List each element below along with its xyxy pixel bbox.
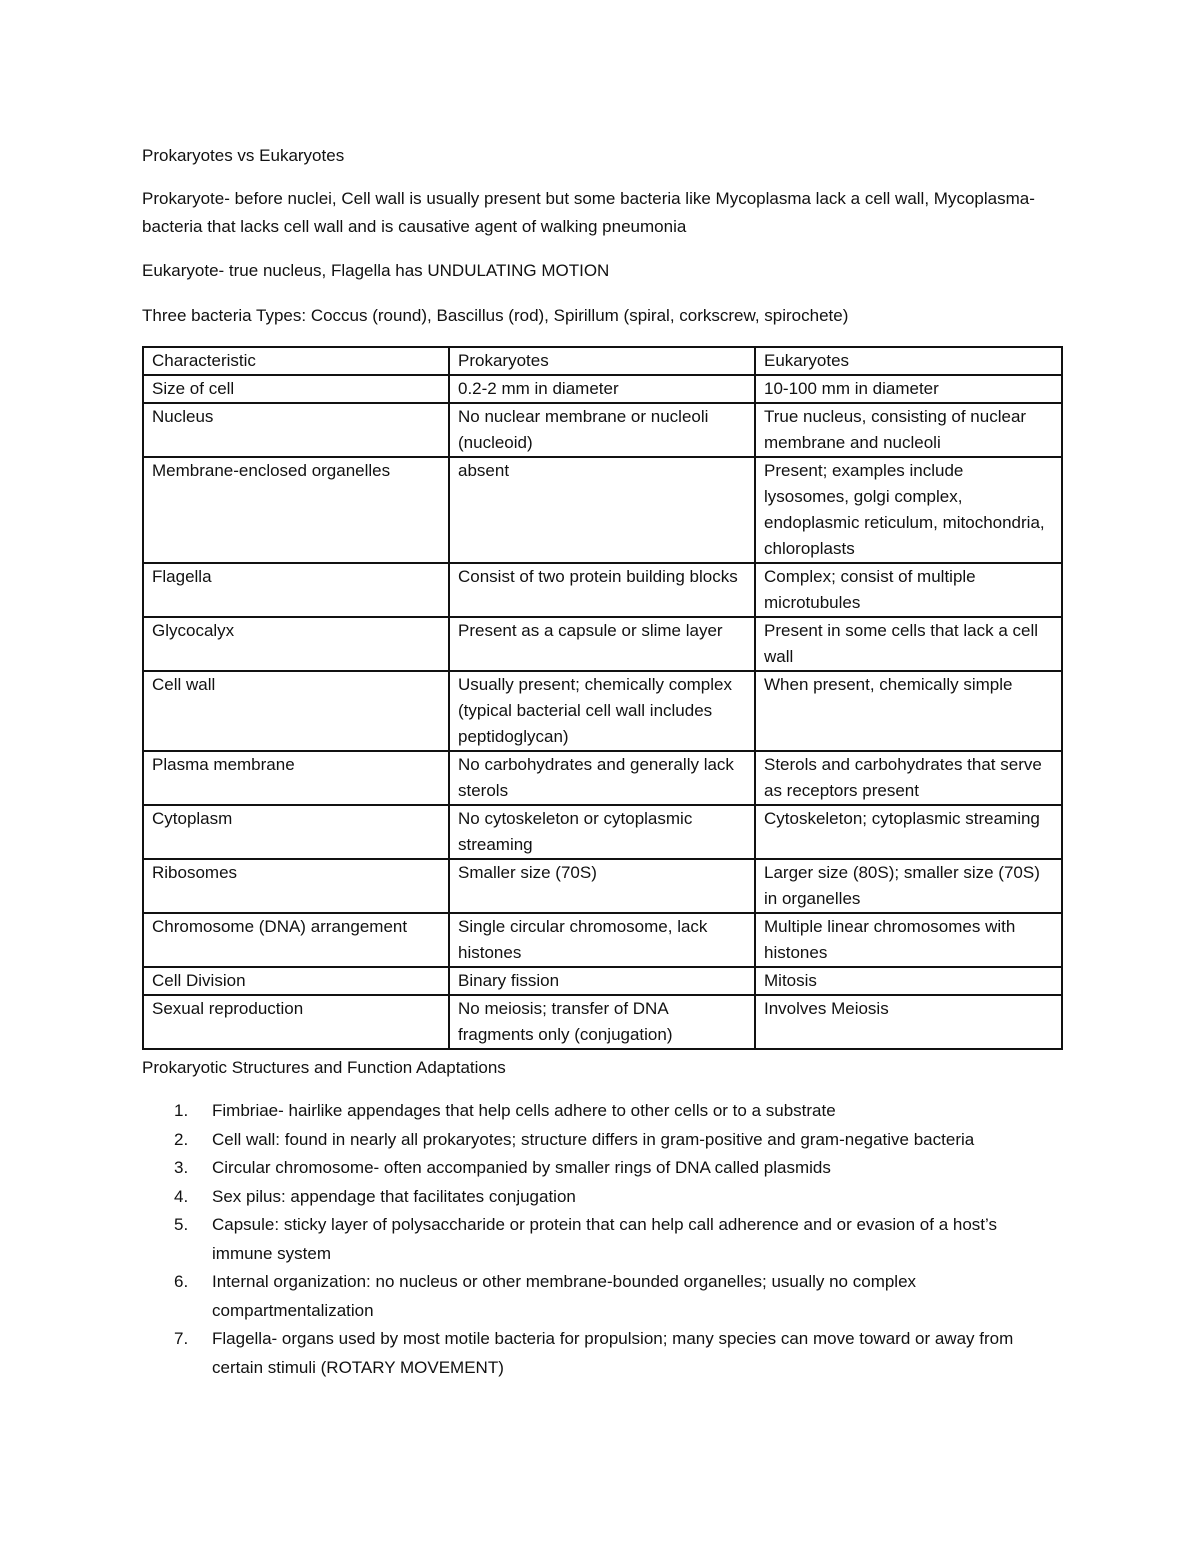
header-eukaryotes: Eukaryotes <box>755 347 1062 375</box>
header-prokaryotes: Prokaryotes <box>449 347 755 375</box>
table-row <box>143 995 1062 1049</box>
cell-characteristic: Cell Division <box>143 967 449 995</box>
cell-eukaryotes: Complex; consist of multiple microtubules <box>755 563 1062 617</box>
cell-prokaryotes: No cytoskeleton or cytoplasmic streaming <box>449 805 755 859</box>
list-item-number: 1. <box>174 1101 189 1120</box>
table-row <box>143 967 1062 995</box>
list-item-number: 4. <box>174 1186 189 1206</box>
table-body <box>143 375 1062 1049</box>
cell-characteristic: Chromosome (DNA) arrangement <box>143 913 449 967</box>
list-item-number: 7. <box>174 1329 189 1348</box>
cell-characteristic: Nucleus <box>143 403 449 457</box>
list-item-number: 3. <box>174 1158 189 1177</box>
eukaryote-paragraph: Eukaryote- true nucleus, Flagella has UNDULATING MOTION <box>142 261 610 280</box>
table-row <box>143 457 1062 563</box>
list-item-text: Flagella- organs used by most motile bacteria for propulsion; many species can move toward or away from certain stimuli (ROTARY MOVEMENT) <box>212 1329 1014 1377</box>
cell-prokaryotes: Smaller size (70S) <box>449 859 755 913</box>
cell-prokaryotes: 0.2-2 mm in diameter <box>449 375 755 403</box>
cell-eukaryotes: Sterols and carbohydrates that serve as receptors present <box>755 751 1062 805</box>
list-item-text: Cell wall: found in nearly all prokaryotes; structure differs in gram-positive and gram-negative bacteria <box>212 1129 975 1149</box>
cell-prokaryotes: Present as a capsule or slime layer <box>449 617 755 671</box>
cell-characteristic: Cell wall <box>143 671 449 751</box>
table-header-row <box>143 347 1062 375</box>
list-item <box>142 1154 1062 1183</box>
cell-characteristic: Flagella <box>143 563 449 617</box>
document-title: Prokaryotes vs Eukaryotes <box>142 146 345 165</box>
table-row <box>143 805 1062 859</box>
cell-characteristic: Membrane-enclosed organelles <box>143 457 449 563</box>
table-row <box>143 913 1062 967</box>
cell-eukaryotes: Present in some cells that lack a cell wall <box>755 617 1062 671</box>
list-item-text: Fimbriae- hairlike appendages that help cells adhere to other cells or to a substrate <box>212 1101 836 1120</box>
list-item <box>142 1325 1062 1382</box>
cell-prokaryotes: Binary fission <box>449 967 755 995</box>
cell-eukaryotes: True nucleus, consisting of nuclear membrane and nucleoli <box>755 403 1062 457</box>
cell-prokaryotes: No meiosis; transfer of DNA fragments only (conjugation) <box>449 995 755 1049</box>
cell-characteristic: Glycocalyx <box>143 617 449 671</box>
list-item-text: Internal organization: no nucleus or other membrane-bounded organelles; usually no complex compartmentalization <box>212 1272 917 1320</box>
list-item <box>142 1268 1062 1325</box>
cell-characteristic: Plasma membrane <box>143 751 449 805</box>
cell-prokaryotes: Consist of two protein building blocks <box>449 563 755 617</box>
table-header <box>143 347 1062 375</box>
cell-prokaryotes: Usually present; chemically complex (typical bacterial cell wall includes peptidoglycan) <box>449 671 755 751</box>
table-row <box>143 859 1062 913</box>
list-item-number: 6. <box>174 1272 189 1291</box>
cell-eukaryotes: Present; examples include lysosomes, golgi complex, endoplasmic reticulum, mitochondria, chloroplasts <box>755 457 1062 563</box>
cell-eukaryotes: Multiple linear chromosomes with histones <box>755 913 1062 967</box>
table-row <box>143 617 1062 671</box>
table-row <box>143 403 1062 457</box>
structures-heading: Prokaryotic Structures and Function Adaptations <box>142 1058 506 1077</box>
list-item-text: Circular chromosome- often accompanied by smaller rings of DNA called plasmids <box>212 1158 831 1177</box>
cell-prokaryotes: No nuclear membrane or nucleoli (nucleoid) <box>449 403 755 457</box>
header-characteristic: Characteristic <box>143 347 449 375</box>
table-row <box>143 563 1062 617</box>
comparison-table <box>142 346 1063 1050</box>
adaptations-list <box>142 1097 1062 1382</box>
list-item <box>142 1183 1062 1212</box>
cell-characteristic: Cytoplasm <box>143 805 449 859</box>
cell-eukaryotes: Mitosis <box>755 967 1062 995</box>
cell-eukaryotes: 10-100 mm in diameter <box>755 375 1062 403</box>
cell-eukaryotes: Larger size (80S); smaller size (70S) in organelles <box>755 859 1062 913</box>
table-row <box>143 375 1062 403</box>
cell-characteristic: Ribosomes <box>143 859 449 913</box>
table-row <box>143 671 1062 751</box>
cell-eukaryotes: Involves Meiosis <box>755 995 1062 1049</box>
list-item-text: Capsule: sticky layer of polysaccharide or protein that can help call adherence and or evasion of a host’s immune system <box>212 1215 997 1263</box>
cell-prokaryotes: No carbohydrates and generally lack sterols <box>449 751 755 805</box>
cell-characteristic: Sexual reproduction <box>143 995 449 1049</box>
list-item-number: 5. <box>174 1215 189 1234</box>
cell-eukaryotes: Cytoskeleton; cytoplasmic streaming <box>755 805 1062 859</box>
cell-prokaryotes: Single circular chromosome, lack histones <box>449 913 755 967</box>
list-item-text: Sex pilus: appendage that facilitates conjugation <box>212 1186 576 1206</box>
prokaryote-paragraph: Prokaryote- before nuclei, Cell wall is usually present but some bacteria like Mycoplasma lack a cell wall, Mycoplasma- bacteria that lacks cell wall and is causative agent of walking pneumonia <box>142 189 1035 236</box>
cell-prokaryotes: absent <box>449 457 755 563</box>
list-item <box>142 1126 1062 1155</box>
table-row <box>143 751 1062 805</box>
list-item <box>142 1211 1062 1268</box>
list-item-number: 2. <box>174 1129 189 1149</box>
bacteria-types-paragraph: Three bacteria Types: Coccus (round), Bascillus (rod), Spirillum (spiral, corkscrew, spirochete) <box>142 306 849 325</box>
cell-characteristic: Size of cell <box>143 375 449 403</box>
list-item <box>142 1097 1062 1126</box>
cell-eukaryotes: When present, chemically simple <box>755 671 1062 751</box>
